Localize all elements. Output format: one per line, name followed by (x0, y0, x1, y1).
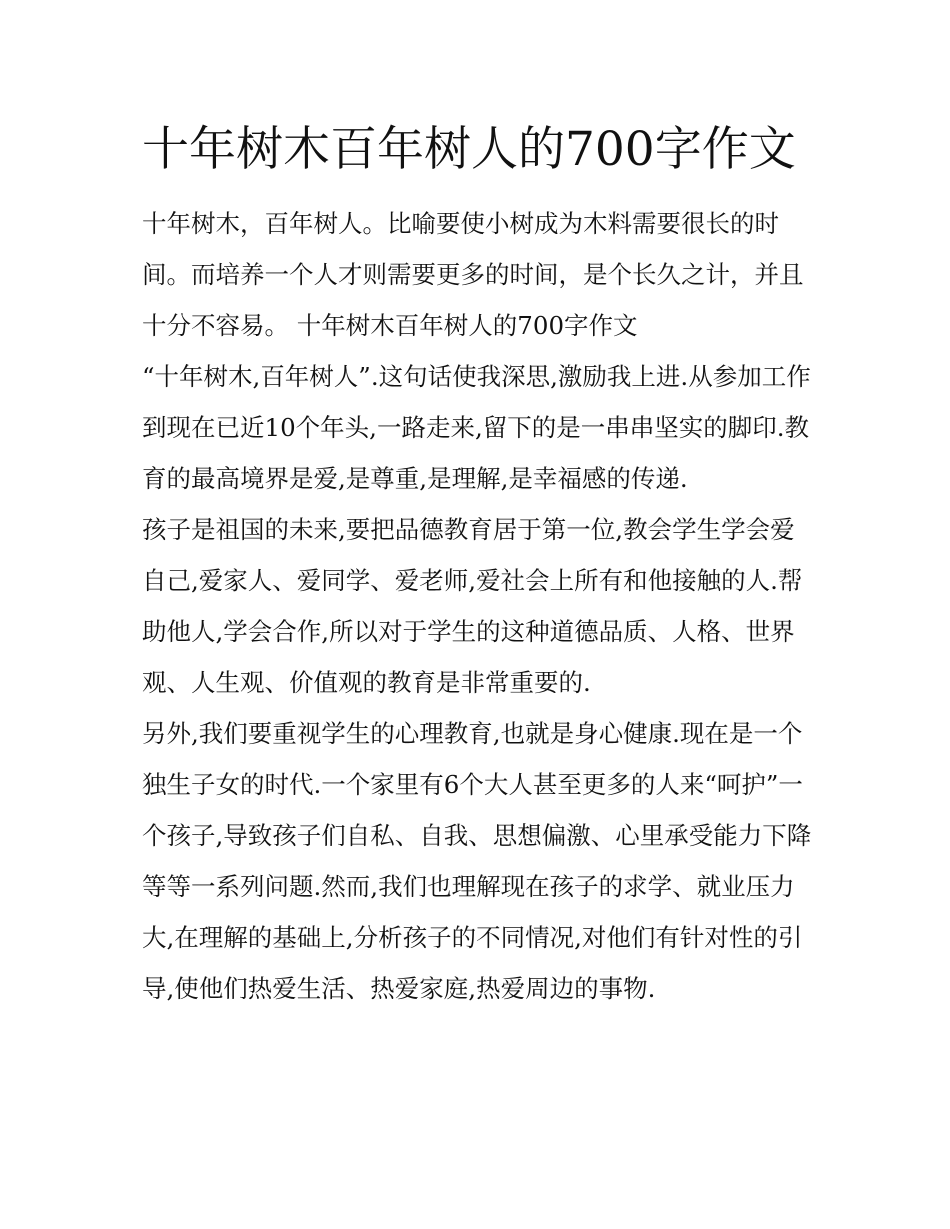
paragraph-4: 另外,我们要重视学生的心理教育,也就是身心健康.现在是一个独生子女的时代.一个家里有6个大人甚至更多的人来“呵护”一个孩子,导致孩子们自私、自我、思想偏激、心里承受能力下降等等一系列问题.然而,我们也理解现在孩子的求学、就业压力大,在理解的基础上,分析孩子的不同情况,对他们有针对性的引导,使他们热爱生活、热爱家庭,热爱周边的事物. (142, 719, 812, 1003)
document-title: 十年树木百年树人的700字作文 (142, 122, 796, 177)
paragraph-2: “十年树木,百年树人”.这句话使我深思,激励我上进.从参加工作到现在已近10个年头,一路走来,留下的是一串串坚实的脚印.教育的最高境界是爱,是尊重,是理解,是幸福感的传递. (142, 362, 811, 493)
paragraph-3: 孩子是祖国的未来,要把品德教育居于第一位,教会学生学会爱自己,爱家人、爱同学、爱老师,爱社会上所有和他接触的人.帮助他人,学会合作,所以对于学生的这种道德品质、人格、世界观、人生观、价值观的教育是非常重要的. (142, 515, 803, 697)
paragraph-1: 十年树木，百年树人。比喻要使小树成为木料需要很长的时间。而培养一个人才则需要更多的时间，是个长久之计，并且十分不容易。 十年树木百年树人的700字作文 (142, 209, 804, 340)
document-body (142, 112, 814, 1014)
